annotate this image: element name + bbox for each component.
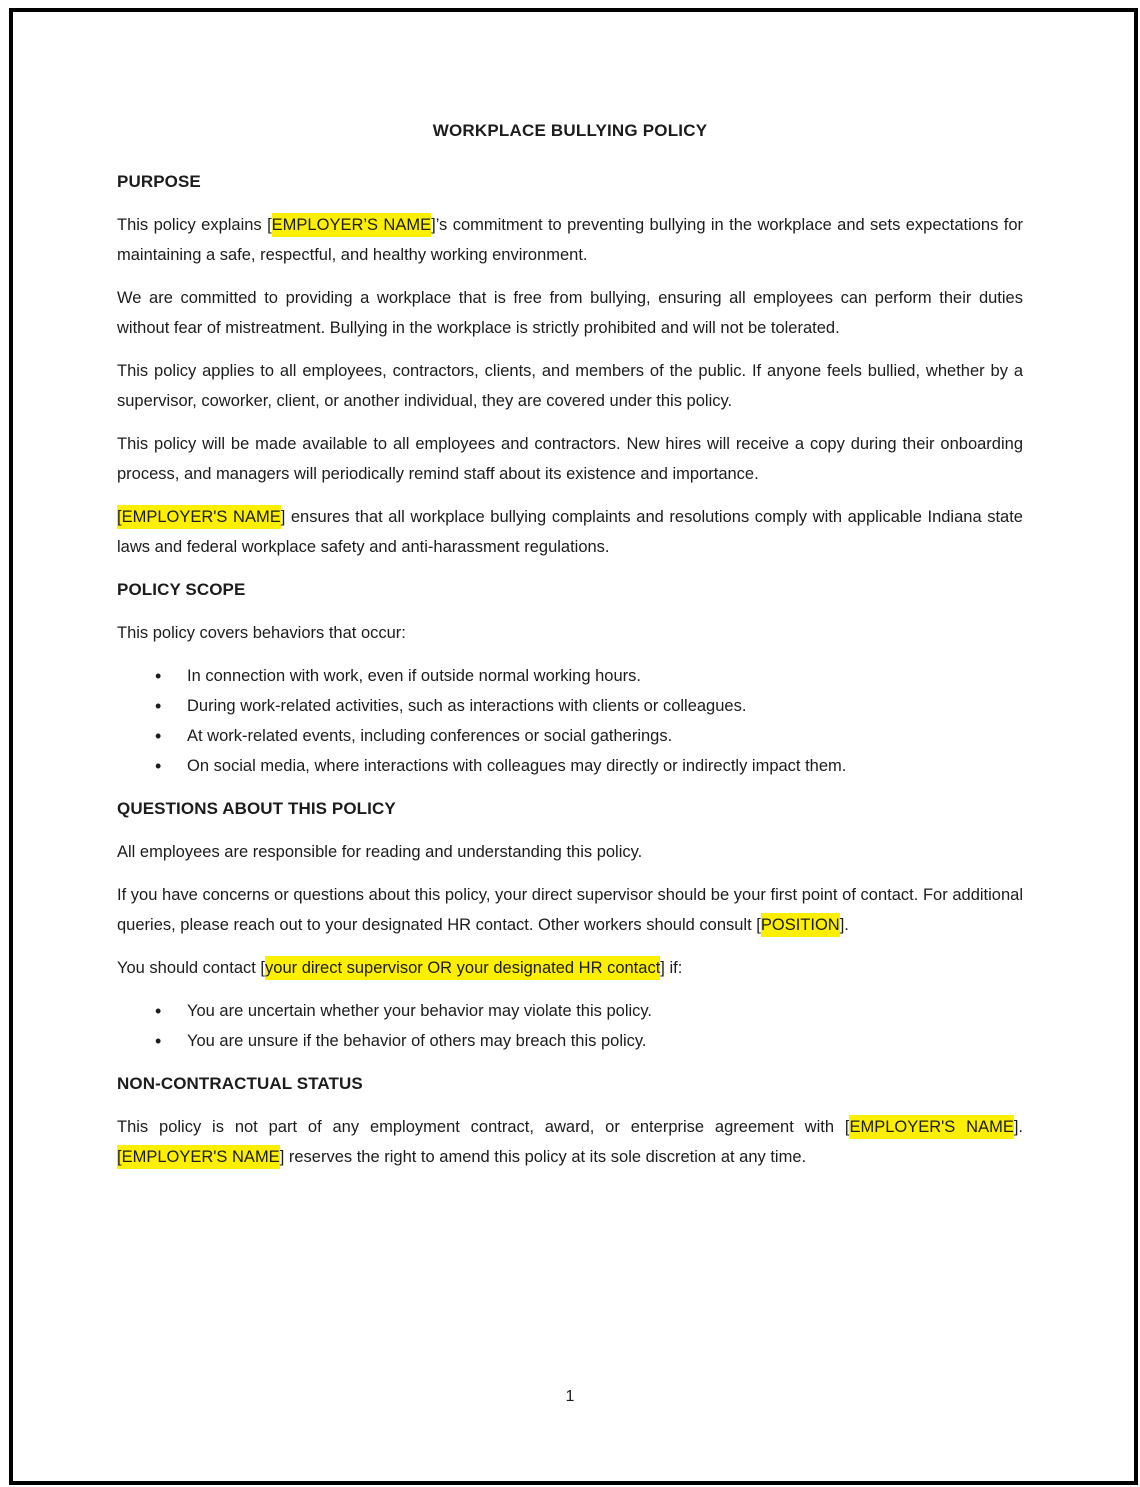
highlighted-placeholder: your direct supervisor OR your designated HR contact (265, 956, 660, 980)
bullet-list (117, 996, 1023, 1056)
section-heading: QUESTIONS ABOUT THIS POLICY (117, 799, 396, 818)
document-title: WORKPLACE BULLYING POLICY (432, 121, 708, 140)
paragraph: This policy explains [EMPLOYER’S NAME]’s commitment to preventing bullying in the workplace and sets expectations for maintaining a safe, respectful, and healthy working environment. (117, 210, 1023, 270)
document-content (117, 121, 1023, 1185)
list-item: • At work-related events, including conferences or social gatherings. (155, 721, 1023, 751)
list-item: • During work-related activities, such as interactions with clients or colleagues. (155, 691, 1023, 721)
section-heading: POLICY SCOPE (117, 580, 246, 599)
page-number: 1 (565, 1388, 575, 1405)
paragraph: All employees are responsible for reading and understanding this policy. (117, 843, 643, 861)
highlighted-placeholder: [EMPLOYER'S NAME (117, 1145, 280, 1169)
highlighted-placeholder: POSITION (761, 913, 840, 937)
highlighted-placeholder: [EMPLOYER'S NAME (117, 505, 281, 529)
list-item: • You are uncertain whether your behavior may violate this policy. (155, 996, 1023, 1026)
list-item: • You are unsure if the behavior of others may breach this policy. (155, 1026, 1023, 1056)
paragraph: We are committed to providing a workplace that is free from bullying, ensuring all employees can perform their duties without fear of mistreatment. Bullying in the workplace is strictly prohibited and will not be tolerated. (117, 289, 1023, 337)
paragraph: This policy applies to all employees, contractors, clients, and members of the public. If anyone feels bullied, whether by a supervisor, coworker, client, or another individual, they are covered under this policy. (117, 362, 1023, 410)
paragraph: If you have concerns or questions about this policy, your direct supervisor should be your first point of contact. For additional queries, please reach out to your designated HR contact. Other workers should consult [POSITION]. (117, 880, 1023, 940)
paragraph: [EMPLOYER'S NAME] ensures that all workplace bullying complaints and resolutions comply with applicable Indiana state laws and federal workplace safety and anti-harassment regulations. (117, 502, 1023, 562)
highlighted-placeholder: EMPLOYER’S NAME (272, 213, 431, 237)
document-body (117, 167, 1023, 1172)
paragraph: You should contact [your direct supervisor OR your designated HR contact] if: (117, 953, 1023, 983)
section-heading: NON-CONTRACTUAL STATUS (117, 1074, 363, 1093)
paragraph: This policy will be made available to all employees and contractors. New hires will receive a copy during their onboarding process, and managers will periodically remind staff about its existence and importance. (117, 435, 1023, 483)
paragraph: This policy covers behaviors that occur: (117, 624, 406, 642)
highlighted-placeholder: EMPLOYER'S NAME (849, 1115, 1013, 1139)
paragraph: This policy is not part of any employment contract, award, or enterprise agreement with [EMPLOYER'S NAME]. [EMPLOYER'S NAME] reserves the right to amend this policy at its sole discretion at any time. (117, 1112, 1023, 1172)
section-heading: PURPOSE (117, 172, 201, 191)
bullet-list (117, 661, 1023, 781)
list-item: • In connection with work, even if outside normal working hours. (155, 661, 1023, 691)
list-item: • On social media, where interactions with colleagues may directly or indirectly impact them. (155, 751, 1023, 781)
